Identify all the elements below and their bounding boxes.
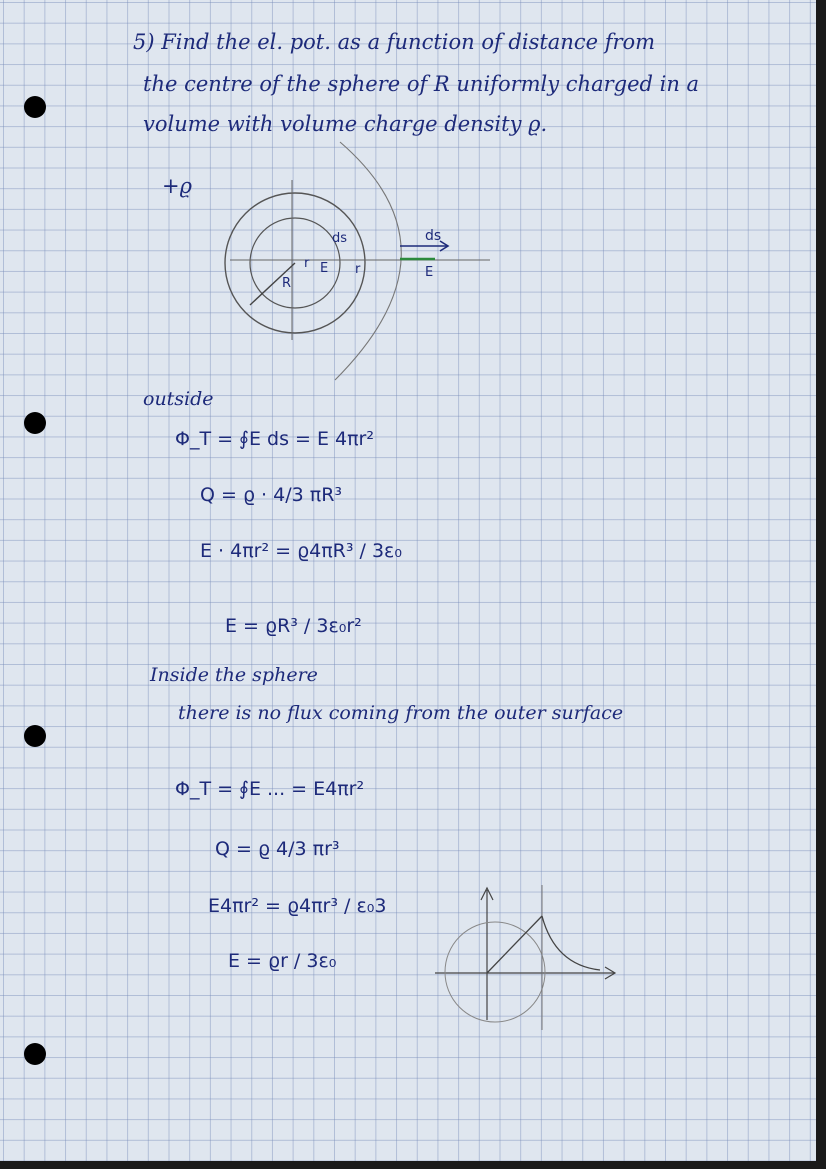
inside-flux-equation: Φ_T = ∮E ... = E4πr² xyxy=(175,778,365,800)
sphere-sketch xyxy=(220,140,520,390)
binder-hole xyxy=(24,1043,46,1065)
graph-sphere-circle xyxy=(445,922,545,1022)
R-label: R xyxy=(282,276,292,291)
binder-hole xyxy=(24,725,46,747)
E-inner-label: E xyxy=(320,261,329,276)
outer-gauss-surface xyxy=(335,142,401,380)
ds-outer-label: ds xyxy=(425,228,442,244)
outside-result-equation: E = ϱR³ / 3ε₀r² xyxy=(225,615,362,637)
field-graph-sketch xyxy=(430,880,630,1030)
graph-linear-part xyxy=(487,916,542,973)
problem-line-1: 5) Find the el. pot. as a function of distance from xyxy=(133,30,656,54)
r-outer-label: r xyxy=(355,262,361,277)
E-outer-label: E xyxy=(425,265,434,280)
charge-density-label: +ϱ xyxy=(162,174,192,198)
page-edge xyxy=(0,1161,826,1169)
binder-hole xyxy=(24,96,46,118)
problem-line-3: volume with volume charge density ϱ. xyxy=(143,112,548,136)
binder-hole xyxy=(24,412,46,434)
problem-line-2: the centre of the sphere of R uniformly charged in a xyxy=(143,72,700,96)
ds-inner-label: ds xyxy=(332,231,348,246)
inside-charge-equation: Q = ϱ 4/3 πr³ xyxy=(215,838,340,860)
inside-gauss-equation: E4πr² = ϱ4πr³ / ε₀3 xyxy=(208,895,387,917)
page-edge xyxy=(816,0,826,1169)
r-inner-label: r xyxy=(304,256,310,271)
inside-note: there is no flux coming from the outer surface xyxy=(178,702,624,724)
graph-falloff-part xyxy=(542,916,600,970)
outside-heading: outside xyxy=(143,388,214,410)
outside-gauss-equation: E · 4πr² = ϱ4πR³ / 3ε₀ xyxy=(200,540,402,562)
outside-flux-equation: Φ_T = ∮E ds = E 4πr² xyxy=(175,428,374,450)
outside-charge-equation: Q = ϱ · 4/3 πR³ xyxy=(200,484,343,506)
inside-heading: Inside the sphere xyxy=(150,664,318,686)
inside-result-equation: E = ϱr / 3ε₀ xyxy=(228,950,337,972)
